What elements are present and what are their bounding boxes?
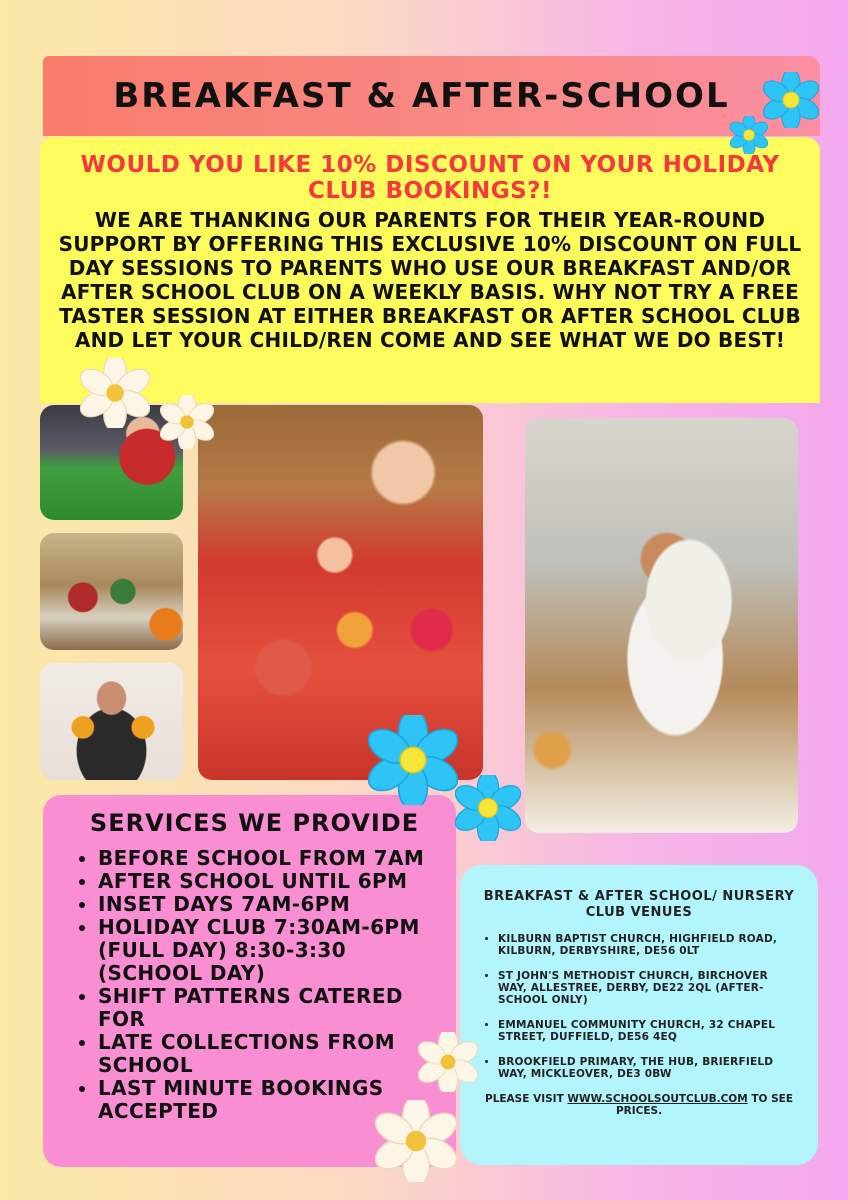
list-item: • LAST MINUTE BOOKINGS ACCEPTED — [98, 1077, 442, 1123]
visit-suffix: TO SEE PRICES. — [615, 1093, 793, 1117]
website-link[interactable]: WWW.SCHOOLSOUTCLUB.COM — [567, 1093, 748, 1105]
header-banner — [43, 56, 820, 136]
visit-prefix: PLEASE VISIT — [485, 1093, 568, 1105]
list-item: • INSET DAYS 7AM-6PM — [98, 893, 442, 916]
discount-panel — [40, 137, 820, 403]
list-item: • BROOKFIELD PRIMARY, THE HUB, BRIERFIELD WAY, MICKLEOVER, DE3 0BW — [498, 1056, 798, 1080]
services-title: SERVICES WE PROVIDE — [89, 809, 420, 837]
venues-list — [480, 933, 798, 1080]
list-item: • SHIFT PATTERNS CATERED FOR — [98, 985, 442, 1031]
photo-girl-with-crafts — [40, 663, 183, 780]
list-item: • ST JOHN'S METHODIST CHURCH, BIRCHOVER WAY, ALLESTREE, DERBY, DE22 2QL (AFTER-SCHOOL ONLY) — [498, 970, 798, 1006]
blue-flower-icon — [455, 775, 521, 841]
photo-crafts-table — [40, 533, 183, 650]
page-title: BREAKFAST & AFTER-SCHOOL — [113, 76, 730, 116]
list-item: • AFTER SCHOOL UNTIL 6PM — [98, 870, 442, 893]
discount-question: WOULD YOU LIKE 10% DISCOUNT ON YOUR HOLIDAY CLUB BOOKINGS?! — [80, 152, 780, 204]
blue-flower-icon — [763, 72, 819, 128]
venues-panel — [460, 865, 818, 1165]
discount-body: WE ARE THANKING OUR PARENTS FOR THEIR YEAR-ROUND SUPPORT BY OFFERING THIS EXCLUSIVE 10% DISCOUNT ON FULL DAY SESSIONS TO PARENTS WHO USE OUR BREAKFAST AND/OR AFTER SCHOOL CLUB ON A WEEKLY BASIS. WHY NOT TRY A FREE TASTER SESSION AT EITHER BREAKFAST OR AFTER SCHOOL CLUB AND LET YOUR CHILD/REN COME AND SEE WHAT WE DO BEST! — [58, 208, 802, 352]
cream-flower-icon — [160, 395, 214, 449]
list-item: • LATE COLLECTIONS FROM SCHOOL — [98, 1031, 442, 1077]
services-list — [43, 847, 456, 1123]
list-item: • BEFORE SCHOOL FROM 7AM — [98, 847, 442, 870]
visit-note — [480, 1093, 798, 1117]
list-item: • EMMANUEL COMMUNITY CHURCH, 32 CHAPEL STREET, DUFFIELD, DE56 4EQ — [498, 1019, 798, 1043]
venues-title: BREAKFAST & AFTER SCHOOL/ NURSERY CLUB VENUES — [483, 889, 795, 920]
blue-flower-icon — [730, 116, 768, 154]
list-item: • HOLIDAY CLUB 7:30AM-6PM (FULL DAY) 8:30-3:30 (SCHOOL DAY) — [98, 916, 442, 985]
cream-flower-icon — [418, 1032, 478, 1092]
cream-flower-icon — [375, 1100, 457, 1182]
cream-flower-icon — [80, 358, 150, 428]
list-item: • KILBURN BAPTIST CHURCH, HIGHFIELD ROAD, KILBURN, DERBYSHIRE, DE56 0LT — [498, 933, 798, 957]
blue-flower-icon — [368, 715, 458, 805]
photo-boy-with-slime — [525, 418, 798, 833]
